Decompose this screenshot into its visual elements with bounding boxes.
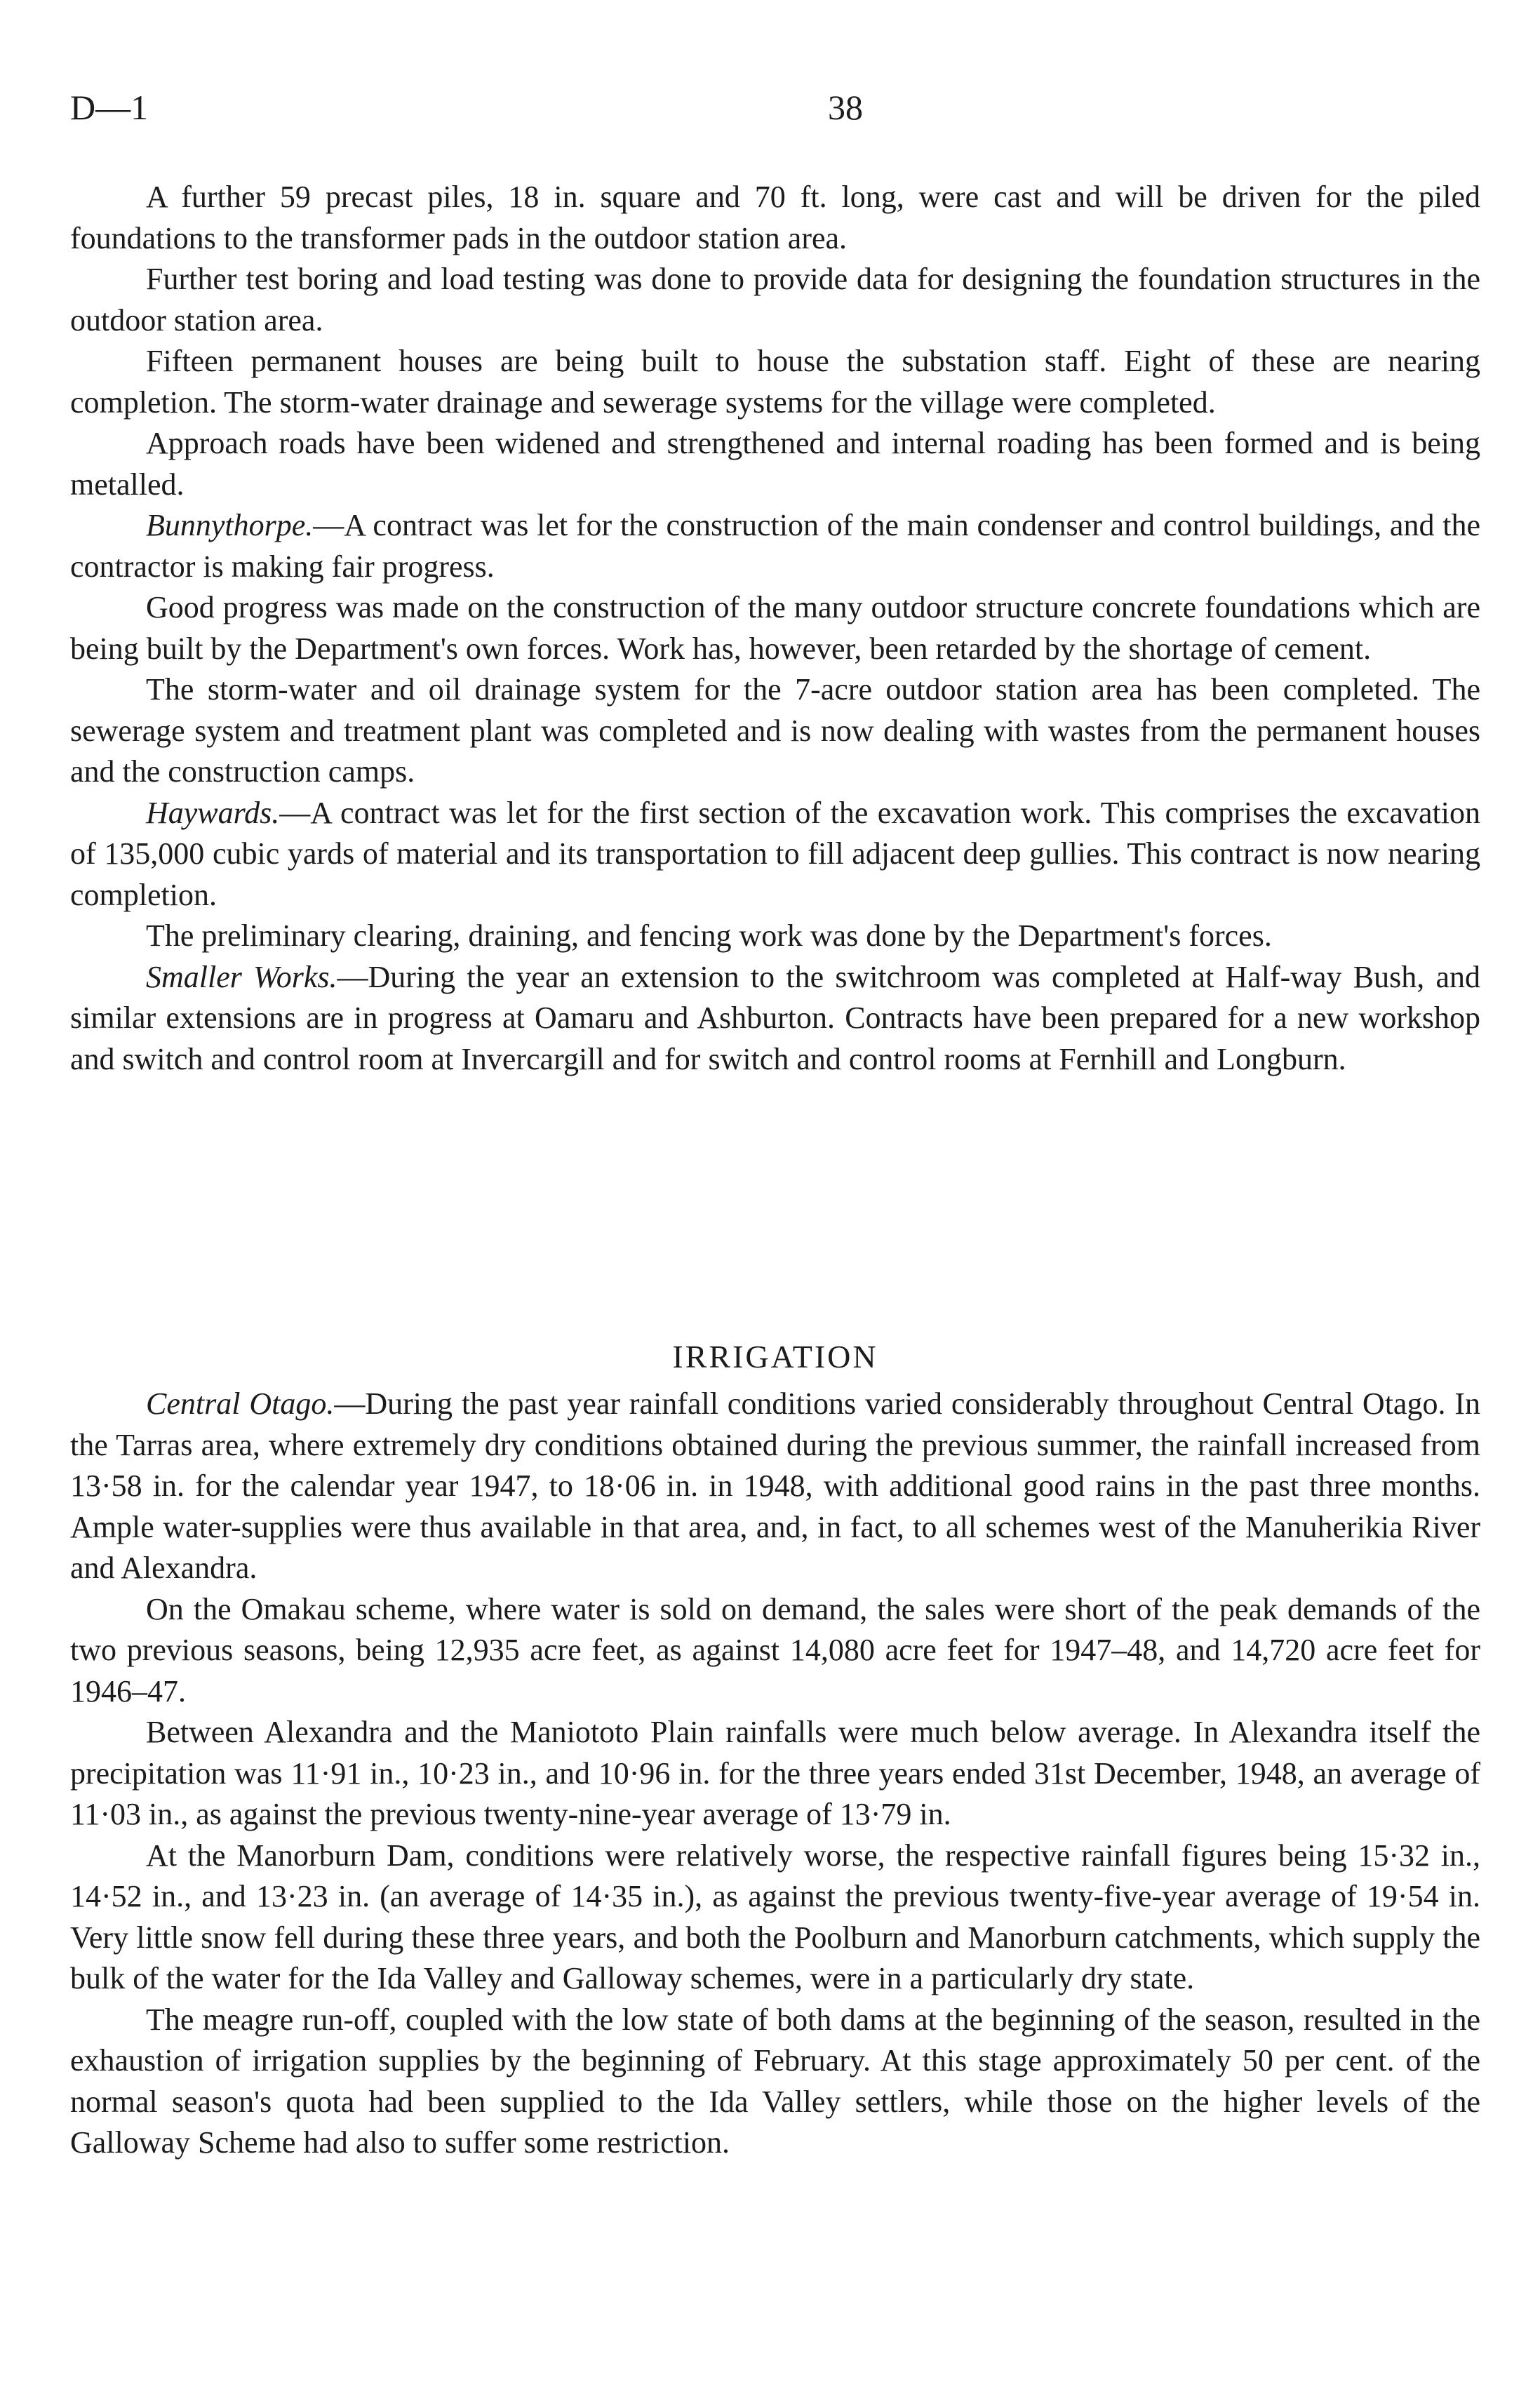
paragraph [70, 177, 1480, 259]
paragraph [70, 793, 1480, 916]
paragraph [70, 957, 1480, 1081]
paragraph [70, 2000, 1480, 2164]
paragraph [70, 669, 1480, 793]
paragraph-text: —During the year an extension to the switchroom was completed at Half-way Bush, and similar extensions are in progress at Oamaru and Ashburton. Contracts have been prepared for a new workshop and switch and control room at Invercargill and for switch and control rooms at Fernhill and Longburn. [70, 959, 1481, 1076]
paragraph-lead: Smaller Works. [146, 959, 337, 994]
paragraph [70, 587, 1480, 669]
paragraph-text: At the Manorburn Dam, conditions were relatively worse, the respective rainfall figures being 15·32 in., 14·52 in., and 13·23 in. (an average of 14·35 in.), as against the previous twenty-five-year average of 19·54 in. Very little snow fell during these three years, and both the Poolburn and Manorburn catchments, which supply the bulk of the water for the Ida Valley and Galloway schemes, were in a particularly dry state. [70, 1838, 1480, 1995]
paragraph [70, 1712, 1480, 1835]
paragraph [70, 916, 1480, 957]
paragraph-text: —A contract was let for the construction of the main condenser and control buildings, and the contractor is making fair progress. [70, 508, 1480, 584]
paragraph [70, 259, 1480, 341]
paragraph-text: Approach roads have been widened and strengthened and internal roading has been formed and is being metalled. [70, 426, 1480, 502]
paragraph-lead: Bunnythorpe. [146, 508, 314, 542]
paragraph [70, 1589, 1480, 1713]
paragraph-text: Further test boring and load testing was done to provide data for designing the foundation structures in the outdoor station area. [70, 262, 1480, 337]
paragraph-text: Between Alexandra and the Maniototo Plain rainfalls were much below average. In Alexandra itself the precipitation was 11·91 in., 10·23 in., and 10·96 in. for the three years ended 31st December, 1948, an average of 11·03 in., as against the previous twenty-nine-year average of 13·79 in. [70, 1715, 1480, 1831]
paragraph-text: A further 59 precast piles, 18 in. square and 70 ft. long, were cast and will be driven for the piled foundations to the transformer pads in the outdoor station area. [70, 180, 1480, 255]
paragraph-text: The storm-water and oil drainage system for the 7-acre outdoor station area has been completed. The sewerage system and treatment plant was completed and is now dealing with wastes from the permanent houses and the construction camps. [70, 672, 1480, 789]
paragraph [70, 423, 1480, 505]
section-works-continued [70, 177, 1480, 1080]
paragraph-lead: Haywards. [146, 795, 280, 830]
paragraph-text: The meagre run-off, coupled with the low state of both dams at the beginning of the season, resulted in the exhaustion of irrigation supplies by the beginning of February. At this stage approximately 50 per cent. of the normal season's quota had been supplied to the Ida Valley settlers, while those on the higher levels of the Galloway Scheme had also to suffer some restriction. [70, 2002, 1480, 2160]
paragraph [70, 1384, 1480, 1589]
paragraph-lead: Central Otago. [146, 1386, 335, 1421]
paragraph-text: Good progress was made on the construction of the many outdoor structure concrete foundations which are being built by the Department's own forces. Work has, however, been retarded by the shortage of cement. [70, 590, 1480, 666]
paragraph-text: —During the past year rainfall conditions varied considerably throughout Central Otago. In the Tarras area, where extremely dry conditions obtained during the previous summer, the rainfall increased from 13·58 in. for the calendar year 1947, to 18·06 in. in 1948, with additional good rains in the past three months. Ample water-supplies were thus available in that area, and, in fact, to all schemes west of the Manuherikia River and Alexandra. [70, 1386, 1480, 1585]
paragraph [70, 1835, 1480, 2000]
document-reference: D—1 [70, 88, 149, 127]
page-number: 38 [828, 88, 863, 127]
paragraph [70, 341, 1480, 423]
section-irrigation [70, 1384, 1480, 2164]
section-heading: IRRIGATION [672, 1339, 878, 1375]
paragraph-text: On the Omakau scheme, where water is sold on demand, the sales were short of the peak demands of the two previous seasons, being 12,935 acre feet, as against 14,080 acre feet for 1947–48, and 14,720 acre feet for 1946–47. [70, 1591, 1480, 1708]
paragraph-text: The preliminary clearing, draining, and fencing work was done by the Department's forces. [146, 918, 1272, 953]
paragraph [70, 505, 1480, 587]
paragraph-text: —A contract was let for the first section of the excavation work. This comprises the excavation of 135,000 cubic yards of material and its transportation to fill adjacent deep gullies. This contract is now nearing completion. [70, 795, 1480, 912]
page-header [70, 83, 1480, 132]
paragraph-text: Fifteen permanent houses are being built to house the substation staff. Eight of these are nearing completion. The storm-water drainage and sewerage systems for the village were completed. [70, 344, 1480, 420]
